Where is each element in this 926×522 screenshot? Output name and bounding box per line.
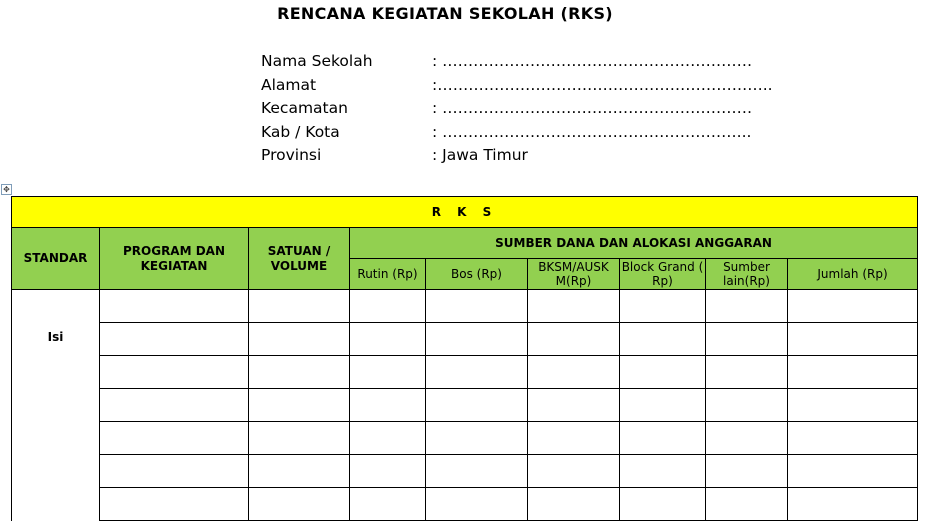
- table-cell[interactable]: [706, 422, 788, 455]
- info-value: : Jawa Timur: [432, 146, 528, 165]
- rks-table: [11, 196, 918, 521]
- table-cell[interactable]: [350, 488, 426, 521]
- info-value: : …………………………………………………...: [432, 122, 752, 141]
- table-cell[interactable]: [249, 422, 350, 455]
- table-cell[interactable]: [706, 488, 788, 521]
- table-cell[interactable]: [788, 389, 918, 422]
- table-cell[interactable]: [706, 455, 788, 488]
- table-cell[interactable]: [350, 455, 426, 488]
- table-cell[interactable]: [706, 356, 788, 389]
- table-row: [12, 389, 918, 422]
- table-cell[interactable]: [426, 290, 528, 323]
- table-cell[interactable]: [528, 323, 620, 356]
- table-cell[interactable]: [426, 488, 528, 521]
- info-label: Nama Sekolah: [261, 52, 373, 70]
- info-label: Kecamatan: [261, 99, 348, 118]
- table-cell[interactable]: [528, 422, 620, 455]
- table-cell[interactable]: [528, 389, 620, 422]
- table-row: [12, 290, 918, 323]
- table-cell[interactable]: [350, 389, 426, 422]
- table-cell[interactable]: [706, 389, 788, 422]
- subheader-sumber-lain: Sumber lain(Rp): [706, 259, 788, 290]
- table-cell[interactable]: [788, 323, 918, 356]
- standar-label: Isi: [47, 330, 64, 345]
- table-cell[interactable]: [788, 488, 918, 521]
- table-cell[interactable]: [620, 455, 706, 488]
- table-cell[interactable]: [249, 389, 350, 422]
- table-cell[interactable]: [350, 356, 426, 389]
- table-cell[interactable]: [426, 323, 528, 356]
- table-move-handle-icon[interactable]: ✥: [1, 184, 12, 195]
- subheader-jumlah: Jumlah (Rp): [788, 259, 918, 290]
- rks-banner: R K S: [12, 197, 918, 228]
- table-cell[interactable]: [788, 455, 918, 488]
- table-cell[interactable]: [620, 488, 706, 521]
- table-cell[interactable]: [350, 290, 426, 323]
- info-label: Alamat: [261, 75, 317, 94]
- info-value: : ……………………………………………………: [432, 99, 753, 118]
- table-cell[interactable]: [620, 356, 706, 389]
- subheader-bos: Bos (Rp): [426, 259, 528, 290]
- table-cell[interactable]: [528, 455, 620, 488]
- header-satuan-volume: SATUAN / VOLUME: [249, 228, 350, 290]
- table-cell[interactable]: [788, 356, 918, 389]
- document-title: RENCANA KEGIATAN SEKOLAH (RKS): [277, 4, 613, 23]
- table-cell[interactable]: [426, 356, 528, 389]
- table-cell[interactable]: [249, 455, 350, 488]
- table-cell[interactable]: [249, 290, 350, 323]
- table-cell[interactable]: [788, 422, 918, 455]
- standar-cell-isi: [12, 290, 100, 521]
- table-cell[interactable]: [620, 323, 706, 356]
- table-cell[interactable]: [249, 488, 350, 521]
- table-cell[interactable]: [706, 290, 788, 323]
- table-cell[interactable]: [249, 356, 350, 389]
- table-cell[interactable]: [706, 323, 788, 356]
- subheader-rutin: Rutin (Rp): [350, 259, 426, 290]
- header-sumber-dana: SUMBER DANA DAN ALOKASI ANGGARAN: [350, 228, 918, 259]
- table-cell[interactable]: [528, 356, 620, 389]
- table-cell[interactable]: [100, 323, 249, 356]
- header-program-kegiatan: PROGRAM DAN KEGIATAN: [100, 228, 249, 290]
- table-cell[interactable]: [249, 323, 350, 356]
- table-row: [12, 488, 918, 521]
- table-cell[interactable]: [426, 389, 528, 422]
- table-row: [12, 422, 918, 455]
- table-cell[interactable]: [350, 323, 426, 356]
- table-cell[interactable]: [620, 290, 706, 323]
- table-cell[interactable]: [100, 422, 249, 455]
- table-cell[interactable]: [788, 290, 918, 323]
- table-cell[interactable]: [528, 488, 620, 521]
- info-value: :………………………………………………………..: [432, 75, 773, 94]
- table-cell[interactable]: [528, 290, 620, 323]
- table-cell[interactable]: [620, 422, 706, 455]
- table-row: [12, 455, 918, 488]
- table-cell[interactable]: [620, 389, 706, 422]
- subheader-block-grand: Block Grand ( Rp): [620, 259, 706, 290]
- subheader-bksm-auskm: BKSM/AUSK M(Rp): [528, 259, 620, 290]
- table-cell[interactable]: [426, 455, 528, 488]
- table-cell[interactable]: [100, 290, 249, 323]
- table-cell[interactable]: [426, 422, 528, 455]
- info-label: Provinsi: [261, 146, 322, 165]
- table-row: [12, 323, 918, 356]
- table-cell[interactable]: [100, 455, 249, 488]
- table-cell[interactable]: [350, 422, 426, 455]
- table-cell[interactable]: [100, 356, 249, 389]
- table-row: [12, 356, 918, 389]
- table-cell[interactable]: [100, 488, 249, 521]
- table-cell[interactable]: [100, 389, 249, 422]
- info-value: : ……………………………………………………: [432, 52, 753, 70]
- header-standar: STANDAR: [12, 228, 100, 290]
- info-label: Kab / Kota: [261, 122, 340, 141]
